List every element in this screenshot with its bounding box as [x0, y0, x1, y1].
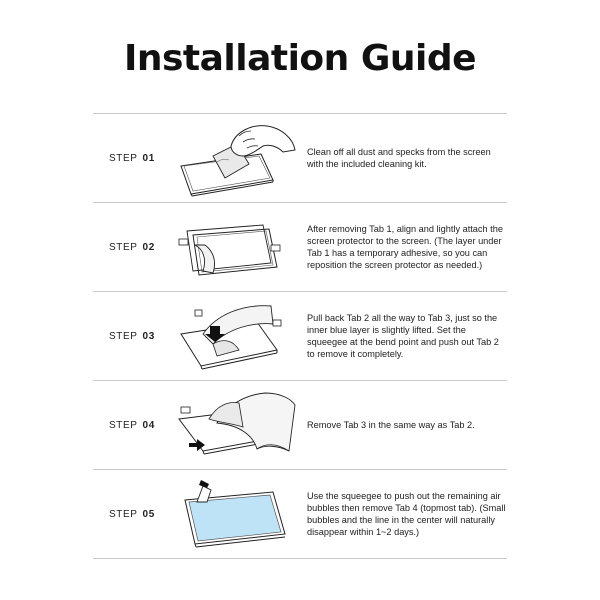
- step-number: 04: [142, 419, 155, 431]
- squeegee-bubbles-icon: [173, 472, 303, 556]
- step-word: STEP: [109, 241, 138, 253]
- step-label: [109, 114, 155, 202]
- tab-pull-back-icon: [173, 294, 303, 378]
- installation-steps: [93, 113, 507, 559]
- step-label: [109, 381, 155, 469]
- step-row: [93, 469, 507, 559]
- step-word: STEP: [109, 508, 138, 520]
- step-row: [93, 202, 507, 291]
- step-label: [109, 203, 155, 291]
- tab-remove-icon: [173, 383, 303, 467]
- step-description: Clean off all dust and specks from the screen with the included cleaning kit.: [307, 147, 491, 169]
- phone-cleaning-icon: [173, 116, 303, 200]
- step-row: [93, 291, 507, 380]
- step-description: Pull back Tab 2 all the way to Tab 3, just so the inner blue layer is slightly lifted. Set the squeegee at the bend point and push out Tab 2 to remove it completely.: [307, 313, 499, 359]
- protector-align-icon: [173, 205, 303, 289]
- step-row: [93, 113, 507, 202]
- step-label: [109, 470, 155, 558]
- step-row: [93, 380, 507, 469]
- step-word: STEP: [109, 330, 138, 342]
- step-number: 05: [142, 508, 155, 520]
- step-number: 03: [142, 330, 155, 342]
- step-description: After removing Tab 1, align and lightly attach the screen protector to the screen. (The layer under Tab 1 has a temporary adhesive, so you can reposition the screen protector as needed.): [307, 224, 503, 270]
- step-number: 02: [142, 241, 155, 253]
- step-label: [109, 292, 155, 380]
- page-title: Installation Guide: [123, 38, 477, 79]
- step-word: STEP: [109, 419, 138, 431]
- step-description: Remove Tab 3 in the same way as Tab 2.: [307, 420, 475, 430]
- step-description: Use the squeegee to push out the remaining air bubbles then remove Tab 4 (topmost tab). (Small bubbles and the line in the center will naturally disappear within 1~2 days.): [307, 491, 506, 537]
- step-word: STEP: [109, 152, 138, 164]
- step-number: 01: [142, 152, 155, 164]
